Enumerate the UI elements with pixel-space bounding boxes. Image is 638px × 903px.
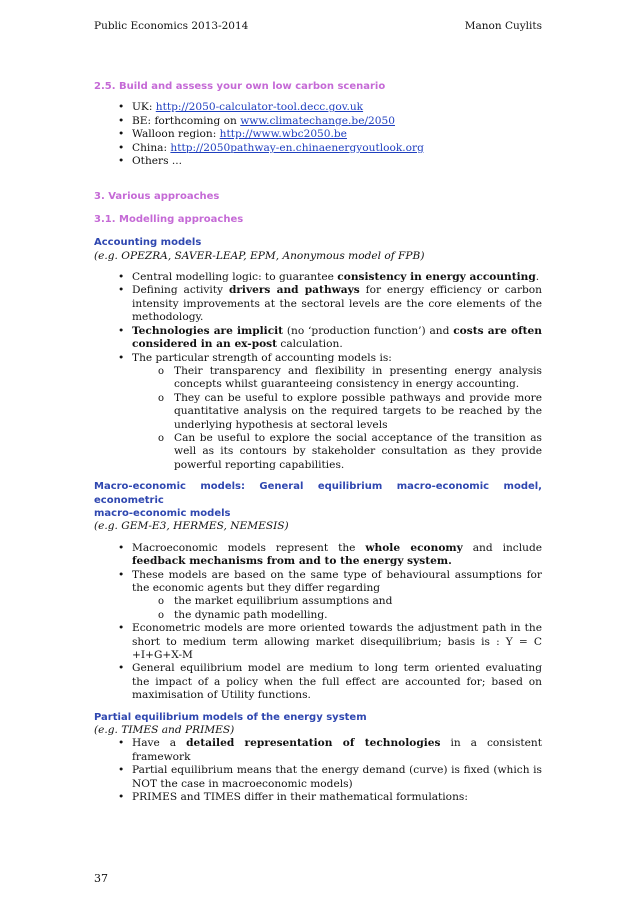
list-item: • Partial equilibrium means that the energy demand (curve) is fixed (which is NOT the case in macroeconomic models): [94, 764, 542, 791]
list-item: • The particular strength of accounting models is:: [94, 352, 542, 365]
header-course: Public Economics 2013-2014: [94, 20, 249, 32]
header-author: Manon Cuylits: [464, 20, 542, 32]
macro-models-heading-line2: macro-economic models: [94, 507, 231, 519]
macro-models-heading: Macro-economic models: General equilibrium macro-economic model, econometric: [94, 481, 542, 506]
partial-list: [94, 737, 542, 804]
accounting-list: [94, 271, 542, 472]
uk-calculator-link[interactable]: http://2050-calculator-tool.decc.gov.uk: [155, 101, 364, 114]
list-item: • China: http://2050pathway-en.chinaenergyoutlook.org: [94, 142, 542, 155]
list-item: • General equilibrium model are medium to long term oriented evaluating the impact of a policy when the full effect are accounted for; based on maximisation of Utility functions.: [94, 662, 542, 702]
partial-equilibrium-heading: Partial equilibrium models of the energy system: [94, 711, 367, 723]
sub-list-item: o Can be useful to explore the social acceptance of the transition as well as its contours by stakeholder consultation as they provide powerful reporting capabilities.: [94, 432, 542, 472]
list-item: • PRIMES and TIMES differ in their mathematical formulations:: [94, 791, 542, 804]
page-number: 37: [94, 872, 108, 885]
section-3-heading: 3. Various approaches: [94, 191, 220, 203]
list-item: • Technologies are implicit (no ‘production function’) and costs are often considered in an ex-post calculation.: [94, 325, 542, 352]
partial-examples: (e.g. TIMES and PRIMES): [94, 724, 235, 737]
page-header: [94, 20, 542, 32]
page-content: [94, 70, 542, 805]
sub-list-item: o the market equilibrium assumptions and: [94, 595, 542, 608]
list-item: • These models are based on the same type of behavioural assumptions for the economic agents but they differ regarding: [94, 569, 542, 596]
sub-list-item: o They can be useful to explore possible pathways and provide more quantitative analysis on the required targets to be reached by the underlying hypothesis at sectoral levels: [94, 392, 542, 432]
be-climatechange-link[interactable]: www.climatechange.be/2050: [240, 114, 395, 127]
list-item: • Econometric models are more oriented towards the adjustment path in the short to medium term allowing market disequilibrium; basis is : Y = C +I+G+X-M: [94, 622, 542, 662]
list-item: • Defining activity drivers and pathways for energy efficiency or carbon intensity improvements at the sectoral levels are the core elements of the methodology.: [94, 284, 542, 324]
list-item: • UK: http://2050-calculator-tool.decc.gov.uk: [94, 101, 542, 114]
macro-examples: (e.g. GEM-E3, HERMES, NEMESIS): [94, 520, 289, 533]
macro-list: [94, 542, 542, 703]
section-2-5-heading: 2.5. Build and assess your own low carbon scenario: [94, 81, 386, 92]
list-item: • Walloon region: http://www.wbc2050.be: [94, 128, 542, 141]
list-item: • BE: forthcoming on www.climatechange.be/2050: [94, 115, 542, 128]
list-item: • Central modelling logic: to guarantee consistency in energy accounting.: [94, 271, 542, 284]
china-pathway-link[interactable]: http://2050pathway-en.chinaenergyoutlook.org: [170, 141, 424, 154]
scenario-links-list: [94, 101, 542, 168]
accounting-models-heading: Accounting models: [94, 237, 202, 249]
list-item: • Have a detailed representation of technologies in a consistent framework: [94, 737, 542, 764]
list-item: • Others ...: [94, 155, 542, 168]
walloon-link[interactable]: http://www.wbc2050.be: [219, 128, 347, 141]
accounting-examples: (e.g. OPEZRA, SAVER-LEAP, EPM, Anonymous model of FPB): [94, 249, 425, 262]
sub-list-item: o Their transparency and flexibility in presenting energy analysis concepts whilst guaranteeing consistency in energy accounting.: [94, 365, 542, 392]
sub-list-item: o the dynamic path modelling.: [94, 609, 542, 622]
section-3-1-heading: 3.1. Modelling approaches: [94, 213, 244, 225]
list-item: • Macroeconomic models represent the whole economy and include feedback mechanisms from and to the energy system.: [94, 542, 542, 569]
